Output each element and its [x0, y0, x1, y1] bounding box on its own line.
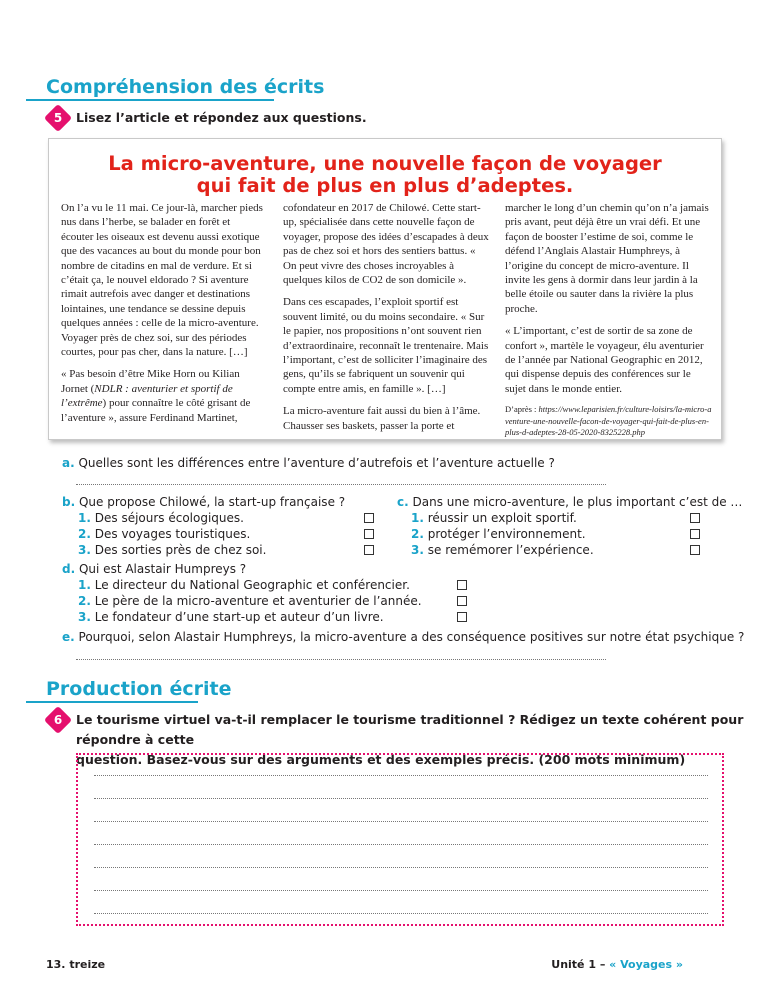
- question-e: e. Pourquoi, selon Alastair Humphreys, la micro-aventure a des conséquence positives sur notre état psychique ?: [62, 630, 745, 644]
- unit-label: Unité 1 – « Voyages »: [551, 958, 683, 971]
- checkbox-b2[interactable]: [364, 529, 374, 539]
- writing-line: [94, 913, 708, 914]
- article-column-3: [505, 201, 713, 447]
- article-paragraph: La micro-aventure fait aussi du bien à l’âme. Chausser ses baskets, passer la porte et: [283, 405, 481, 432]
- writing-line: [94, 890, 708, 891]
- article-title: La micro-aventure, une nouvelle façon de voyager qui fait de plus en plus d’adeptes.: [108, 152, 662, 197]
- checkbox-b3[interactable]: [364, 545, 374, 555]
- page-number: 13. treize: [46, 958, 106, 971]
- option-b1: 1. Des séjours écologiques.: [78, 511, 244, 525]
- option-c1: 1. réussir un exploit sportif.: [411, 511, 577, 525]
- section-title-production: Production écrite: [46, 678, 232, 700]
- option-c2: 2. protéger l’environnement.: [411, 527, 586, 541]
- question-b: b. Que propose Chilowé, la start-up française ?: [62, 495, 346, 509]
- question-c: c. Dans une micro-aventure, le plus important c’est de …: [397, 495, 743, 509]
- checkbox-c3[interactable]: [690, 545, 700, 555]
- exercise-instruction: Lisez l’article et répondez aux questions.: [76, 110, 367, 125]
- checkbox-d3[interactable]: [457, 612, 467, 622]
- article-box: [48, 138, 722, 440]
- section-rule: [26, 701, 198, 703]
- section-title-comprehension: Compréhension des écrits: [46, 76, 325, 98]
- article-source: D’après : https://www.leparisien.fr/culture-loisirs/la-micro-aventure-une-nouvelle-facon-de-voyager-qui-fait-de-plus-en-plus-d-adeptes-28-05-2020-8325228.php: [505, 404, 712, 438]
- option-d2: 2. Le père de la micro-aventure et aventurier de l’année.: [78, 594, 422, 608]
- article-paragraph: cofondateur en 2017 de Chilowé. Cette start-up, spécialisée dans cette nouvelle façon de voyager, propose des idées d’escapades à deux pas de chez soi et hors des sentiers battus. « On peut vivre des choses incroyables à quelques kilos de CO2 de son domicile ».: [283, 202, 489, 287]
- article-paragraph: « Pas besoin d’être Mike Horn ou Kilian Jornet (NDLR : aventurier et sportif de l’extrême) pour connaître le côté grisant de l’aventure », assure Ferdinand Martinet,: [61, 368, 251, 424]
- exercise-number-badge: 6: [44, 706, 72, 734]
- option-b2: 2. Des voyages touristiques.: [78, 527, 251, 541]
- question-a: a. Quelles sont les différences entre l’aventure d’autrefois et l’aventure actuelle ?: [62, 456, 555, 470]
- writing-line: [94, 798, 708, 799]
- writing-line: [94, 844, 708, 845]
- option-d1: 1. Le directeur du National Geographic et conférencier.: [78, 578, 410, 592]
- writing-line: [94, 821, 708, 822]
- exercise-instruction: Le tourisme virtuel va-t-il remplacer le tourisme traditionnel ? Rédigez un texte cohérent pour répondre à cette question. Basez-vous sur des arguments et des exemples précis. (200 mots minimum): [76, 712, 744, 767]
- option-d3: 3. Le fondateur d’une start-up et auteur d’un livre.: [78, 610, 384, 624]
- question-d: d. Qui est Alastair Humpreys ?: [62, 562, 247, 576]
- exercise-number-badge: 5: [44, 104, 72, 132]
- checkbox-b1[interactable]: [364, 513, 374, 523]
- source-link[interactable]: https://www.leparisien.fr/culture-loisirs/la-micro-aventure-une-nouvelle-facon-de-voyager-qui-fait-de-plus-en-plus-d-adeptes-28-05-2020-8325228.php: [505, 404, 712, 438]
- option-b3: 3. Des sorties près de chez soi.: [78, 543, 267, 557]
- writing-line: [94, 775, 708, 776]
- option-c3: 3. se remémorer l’expérience.: [411, 543, 594, 557]
- checkbox-c1[interactable]: [690, 513, 700, 523]
- article-column-2: [283, 201, 489, 441]
- section-rule: [26, 99, 274, 101]
- writing-line: [94, 867, 708, 868]
- answer-line[interactable]: [76, 484, 606, 485]
- article-paragraph: marcher le long d’un chemin qu’on n’a jamais pris avant, peut déjà être un vrai défi. Et une façon de booster l’estime de soi, comme le défend l’Anglais Alastair Humphreys, à l’origine du concept de micro-aventure. Il invite les gens à dormir dans leur jardin à la belle étoile ou sauter dans la rivière la plus proche.: [505, 202, 709, 315]
- checkbox-d1[interactable]: [457, 580, 467, 590]
- article-paragraph: On l’a vu le 11 mai. Ce jour-là, marcher pieds nus dans l’herbe, se balader en forêt et écouter les oiseaux est devenu aussi exotique que des vacances au bout du monde pour bon nombre de citadins en mal de verdure. Et si c’était ça, le nouvel eldorado ? Si aventure rimait autrefois avec danger et destinations lointaines, une tendance se dessine depuis quelques années : celle de la micro-aventure. Voyager près de chez soi, sur des périodes courtes, pour pas cher, dans la nature. […]: [61, 202, 263, 359]
- answer-line[interactable]: [76, 659, 606, 660]
- writing-area[interactable]: [76, 753, 724, 926]
- article-paragraph: « L’important, c’est de sortir de sa zone de confort », martèle le voyageur, élu aventurier de l’année par National Geographic en 2012, qui dispense depuis des conférences sur le sujet dans le monde entier.: [505, 325, 704, 395]
- article-column-1: [61, 201, 265, 433]
- checkbox-c2[interactable]: [690, 529, 700, 539]
- article-paragraph: Dans ces escapades, l’exploit sportif est souvent limité, ou du moins secondaire. « Sur le papier, nos propositions n’ont souvent rien d’extraordinaire, reconnaît le trentenaire. Mais l’important, c’est de solliciter l’imaginaire des gens, qu’ils se fabriquent un souvenir qui compte entre amis, en famille ». […]: [283, 296, 489, 395]
- checkbox-d2[interactable]: [457, 596, 467, 606]
